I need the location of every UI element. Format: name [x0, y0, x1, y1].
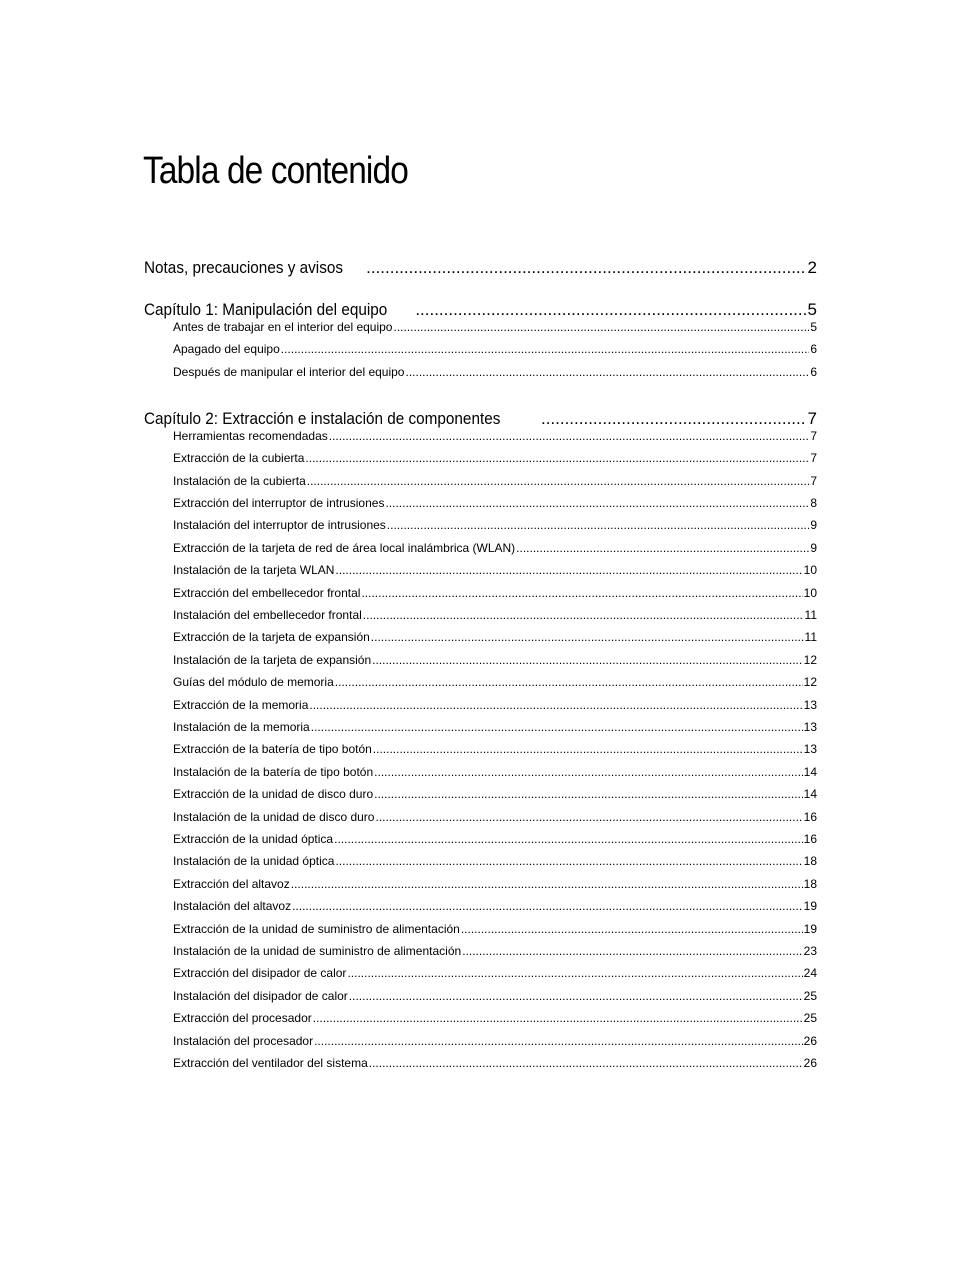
toc-entry-label: Apagado del equipo — [173, 342, 280, 357]
toc-section-entry[interactable] — [173, 787, 817, 803]
toc-entry-label: Guías del módulo de memoria — [173, 675, 334, 690]
toc-page-number: 25 — [803, 1011, 817, 1026]
toc-entry-label: Instalación del disipador de calor — [173, 988, 348, 1003]
toc-entry-label: Instalación del altavoz — [173, 899, 292, 914]
toc-section-entry[interactable] — [173, 810, 817, 826]
toc-entry-label: Instalación de la unidad de suministro de alimentación — [173, 944, 462, 958]
toc-page-number: 9 — [810, 518, 817, 533]
toc-dot-leader — [307, 474, 810, 488]
toc-page-number: 11 — [804, 630, 817, 645]
toc-entry-label: Herramientas recomendadas — [173, 428, 328, 443]
toc-entry-label: Instalación de la unidad óptica — [173, 854, 335, 869]
toc-dot-leader — [313, 1011, 803, 1025]
toc-page-number: 6 — [810, 342, 817, 357]
toc-dot-leader — [334, 832, 803, 846]
toc-page-number: 19 — [803, 899, 817, 914]
toc-dot-leader — [291, 877, 803, 891]
toc-page-number: 12 — [803, 652, 817, 667]
toc-dot-leader — [374, 765, 802, 779]
toc-page-number: 24 — [803, 966, 817, 981]
toc-section-entry[interactable] — [173, 854, 817, 870]
toc-entry-label: Extracción del altavoz — [173, 876, 290, 891]
toc-dot-leader — [311, 720, 803, 734]
toc-section-entry[interactable] — [173, 496, 817, 512]
toc-dot-leader — [369, 1056, 803, 1070]
toc-dot-leader — [363, 608, 804, 622]
toc-entry-label: Capítulo 1: Manipulación del equipo — [144, 300, 388, 319]
toc-dot-leader — [541, 409, 807, 429]
toc-page-number: 26 — [803, 1056, 817, 1070]
toc-section-entry[interactable] — [173, 1034, 817, 1050]
toc-entry-label: Extracción de la batería de tipo botón — [173, 742, 372, 757]
toc-dot-leader — [329, 429, 810, 443]
toc-entry-label: Instalación de la memoria — [173, 720, 310, 734]
toc-entry-label: Instalación de la cubierta — [173, 473, 306, 488]
toc-section-entry[interactable] — [173, 742, 817, 758]
toc-entry-label: Instalación del procesador — [173, 1033, 314, 1048]
toc-dot-leader — [305, 451, 809, 465]
toc-page-number: 13 — [803, 697, 817, 712]
toc-page-number: 7 — [807, 408, 817, 428]
toc-section-entry[interactable] — [173, 765, 817, 781]
toc-entry-label: Extracción del disipador de calor — [173, 966, 347, 981]
toc-page-number: 10 — [803, 563, 817, 578]
toc-dot-leader — [516, 541, 809, 555]
toc-entry-label: Extracción del interruptor de intrusiones — [173, 496, 385, 510]
toc-section-entry[interactable] — [173, 608, 817, 624]
toc-section-entry[interactable] — [173, 586, 817, 602]
toc-entry-label: Instalación de la tarjeta WLAN — [173, 563, 335, 578]
toc-section-entry[interactable] — [173, 1011, 817, 1027]
toc-section-entry[interactable] — [173, 944, 817, 960]
toc-dot-leader — [375, 810, 802, 824]
toc-page-number: 16 — [803, 809, 817, 824]
toc-section-entry[interactable] — [173, 966, 817, 982]
toc-section-entry[interactable] — [173, 342, 817, 358]
toc-dot-leader — [366, 258, 806, 278]
toc-dot-leader — [462, 944, 802, 958]
toc-page-number: 11 — [804, 608, 817, 622]
toc-dot-leader — [309, 698, 802, 712]
toc-page-number: 26 — [803, 1033, 817, 1048]
toc-page-number: 13 — [803, 742, 817, 757]
toc-section-entry[interactable] — [173, 899, 817, 915]
toc-page-number: 8 — [810, 496, 817, 510]
toc-entry-label: Extracción del ventilador del sistema — [173, 1056, 368, 1070]
toc-page-number: 13 — [803, 720, 817, 734]
toc-entry-label: Extracción del procesador — [173, 1011, 312, 1026]
toc-entry-label: Instalación de la tarjeta de expansión — [173, 652, 372, 667]
toc-page-number: 23 — [803, 944, 817, 958]
toc-page-number: 5 — [807, 300, 817, 319]
toc-dot-leader — [373, 742, 803, 756]
toc-dot-leader — [393, 320, 809, 334]
toc-section-entry[interactable] — [173, 653, 817, 669]
toc-section-entry[interactable] — [173, 698, 817, 714]
toc-section-entry[interactable] — [173, 989, 817, 1005]
toc-page-number: 9 — [810, 540, 817, 555]
toc-chapter-entry[interactable] — [144, 258, 817, 280]
toc-entry-label: Instalación del embellecedor frontal — [173, 608, 362, 622]
toc-dot-leader — [361, 586, 802, 600]
toc-chapter-entry[interactable] — [144, 300, 817, 322]
toc-page-number: 14 — [803, 787, 817, 802]
toc-page-number: 14 — [803, 764, 817, 779]
toc-section-entry[interactable] — [173, 518, 817, 534]
toc-section-entry[interactable] — [173, 675, 817, 691]
toc-section-entry[interactable] — [173, 877, 817, 893]
toc-dot-leader — [335, 563, 802, 577]
toc-page-number: 12 — [803, 675, 817, 690]
toc-page-number: 2 — [807, 258, 817, 277]
toc-entry-label: Después de manipular el interior del equipo — [173, 364, 405, 379]
toc-entry-label: Extracción de la unidad óptica — [173, 832, 334, 846]
toc-section-entry[interactable] — [173, 720, 817, 736]
toc-page-number: 19 — [803, 921, 817, 936]
toc-page-number: 7 — [810, 428, 817, 443]
toc-page-number: 7 — [810, 473, 817, 488]
toc-section-entry[interactable] — [173, 630, 817, 646]
toc-section-entry[interactable] — [173, 563, 817, 579]
toc-dot-leader — [405, 365, 809, 379]
toc-section-entry[interactable] — [173, 832, 817, 848]
toc-entry-label: Extracción de la tarjeta de red de área local inalámbrica (WLAN) — [173, 540, 516, 555]
toc-entry-label: Antes de trabajar en el interior del equipo — [173, 320, 393, 334]
toc-dot-leader — [371, 630, 804, 644]
toc-page-number: 6 — [810, 364, 817, 379]
toc-page-number: 18 — [803, 854, 817, 869]
toc-entry-label: Notas, precauciones y avisos — [144, 258, 343, 277]
toc-dot-leader — [385, 496, 809, 510]
toc-page-number: 5 — [810, 320, 817, 334]
toc-section-entry[interactable] — [173, 922, 817, 938]
toc-entry-label: Instalación de la batería de tipo botón — [173, 764, 374, 779]
toc-dot-leader — [372, 653, 803, 667]
toc-entry-label: Extracción de la tarjeta de expansión — [173, 630, 370, 645]
toc-entry-label: Extracción de la memoria — [173, 697, 309, 712]
toc-entry-label: Capítulo 2: Extracción e instalación de componentes — [144, 408, 501, 428]
toc-entry-label: Extracción de la cubierta — [173, 451, 305, 466]
toc-page-number: 7 — [810, 451, 817, 466]
toc-dot-leader — [387, 518, 810, 532]
toc-dot-leader — [292, 899, 803, 913]
toc-page-number: 25 — [803, 988, 817, 1003]
toc-page-number: 10 — [803, 585, 817, 600]
toc-section-entry[interactable] — [173, 541, 817, 557]
toc-dot-leader — [374, 787, 803, 801]
toc-page-number: 16 — [803, 832, 817, 846]
toc-dot-leader — [335, 675, 803, 689]
toc-dot-leader — [461, 922, 803, 936]
toc-entry-label: Instalación del interruptor de intrusiones — [173, 518, 386, 533]
toc-dot-leader — [347, 966, 802, 980]
toc-section-entry[interactable] — [173, 451, 817, 467]
toc-entry-label: Extracción de la unidad de disco duro — [173, 787, 374, 802]
toc-page-number: 18 — [803, 876, 817, 891]
page-title: Tabla de contenido — [143, 150, 408, 192]
toc-section-entry[interactable] — [173, 320, 817, 336]
toc-dot-leader — [349, 989, 803, 1003]
toc-dot-leader — [281, 342, 810, 356]
toc-entry-label: Extracción del embellecedor frontal — [173, 585, 361, 600]
toc-section-entry[interactable] — [173, 365, 817, 381]
toc-section-entry[interactable] — [173, 429, 817, 445]
toc-dot-leader — [314, 1034, 803, 1048]
toc-entry-label: Extracción de la unidad de suministro de alimentación — [173, 921, 460, 936]
toc-dot-leader — [335, 854, 802, 868]
toc-section-entry[interactable] — [173, 1056, 817, 1072]
toc-section-entry[interactable] — [173, 474, 817, 490]
toc-chapter-entry[interactable] — [144, 409, 817, 431]
toc-entry-label: Instalación de la unidad de disco duro — [173, 809, 375, 824]
toc-dot-leader — [415, 300, 806, 320]
